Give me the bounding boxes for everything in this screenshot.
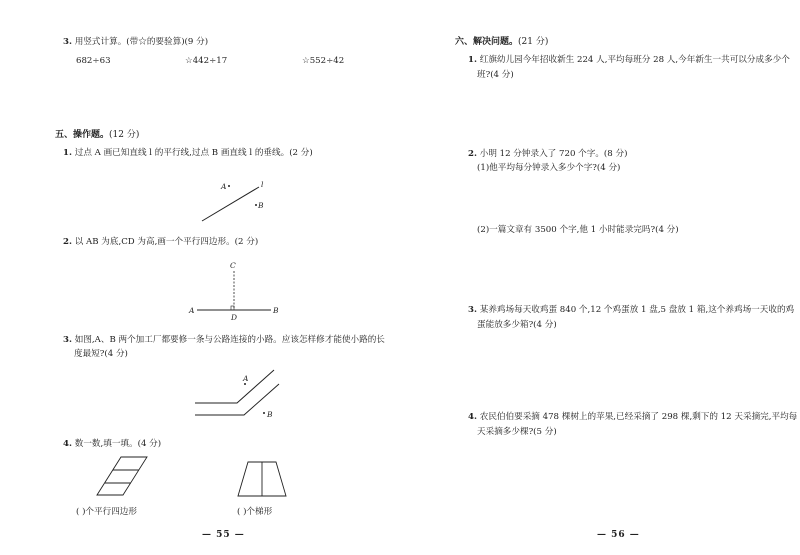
- question-number: 1.: [63, 148, 72, 158]
- question-text: 数一数,填一填。(4 分): [74, 439, 162, 449]
- question-6-1: [468, 55, 790, 66]
- sub-question-1: (1)他平均每分钟录入多少个字?(4 分): [477, 163, 621, 173]
- factory-a-label: A: [243, 374, 249, 383]
- question-text-line-1: 某养鸡场每天收鸡蛋 840 个,12 个鸡蛋放 1 盘,5 盘放 1 箱,这个养鸡场一天收的鸡: [479, 305, 795, 315]
- point-b-label: B: [273, 306, 279, 315]
- point-a-label: A: [189, 306, 195, 315]
- question-number: 2.: [468, 149, 477, 159]
- section-score: (12 分): [109, 130, 140, 140]
- section-title: 六、解决问题。: [455, 37, 519, 47]
- page-number-56: — 56 —: [597, 530, 640, 540]
- question-number: 4.: [468, 412, 477, 422]
- section-6-heading: [455, 37, 548, 48]
- question-6-2: [468, 149, 627, 160]
- point-a-label: A: [221, 182, 227, 191]
- question-6-3: [468, 305, 794, 316]
- question-text-line-2: 度最短?(4 分): [74, 349, 128, 359]
- question-text-line-1: 如图,A、B 两个加工厂都要修一条与公路连接的小路。应该怎样修才能使小路的长: [74, 335, 385, 345]
- question-text-line-2: 蛋能放多少箱?(4 分): [477, 320, 557, 330]
- section-score: (21 分): [518, 37, 549, 47]
- question-text-line-1: 红旗幼儿园今年招收新生 224 人,平均每班分 28 人,今年新生一共可以分成多少个: [479, 55, 790, 65]
- question-number: 3.: [63, 335, 72, 345]
- question-number: 4.: [63, 439, 72, 449]
- question-text-line-2: 班?(4 分): [477, 70, 514, 80]
- page-number-55: — 55 —: [202, 530, 245, 540]
- question-text: 用竖式计算。(带☆的要验算)(9 分): [74, 37, 209, 47]
- calc-item-2: ☆442÷17: [185, 56, 228, 66]
- question-text-line-1: 农民伯伯要采摘 478 棵树上的苹果,已经采摘了 298 棵,剩下的 12 天采摘完,平均每: [479, 412, 798, 422]
- question-number: 3.: [468, 305, 477, 315]
- sub-question-2: (2)一篇文章有 3500 个字,他 1 小时能录完吗?(4 分): [477, 225, 679, 235]
- trapezoid-count-blank[interactable]: ( )个梯形: [237, 507, 273, 517]
- point-b-label: B: [258, 201, 264, 210]
- calc-item-1: 682÷63: [76, 56, 111, 66]
- question-number: 2.: [63, 237, 72, 247]
- factory-b-label: B: [267, 410, 273, 419]
- question-text: 过点 A 画已知直线 l 的平行线,过点 B 画直线 l 的垂线。(2 分): [74, 148, 313, 158]
- calc-item-3: ☆552÷42: [302, 56, 345, 66]
- question-text-line-2: 天采摘多少棵?(5 分): [477, 427, 557, 437]
- parallelogram-count-blank[interactable]: ( )个平行四边形: [76, 507, 137, 517]
- question-number: 1.: [468, 55, 477, 65]
- question-6-4: [468, 412, 797, 423]
- point-c-label: C: [230, 261, 236, 270]
- question-text: 小明 12 分钟录入了 720 个字。(8 分): [479, 149, 628, 159]
- line-l-label: l: [261, 180, 264, 189]
- question-text: 以 AB 为底,CD 为高,画一个平行四边形。(2 分): [74, 237, 259, 247]
- question-number: 3.: [63, 37, 72, 47]
- point-d-label: D: [231, 313, 238, 322]
- section-title: 五、操作题。: [55, 130, 110, 140]
